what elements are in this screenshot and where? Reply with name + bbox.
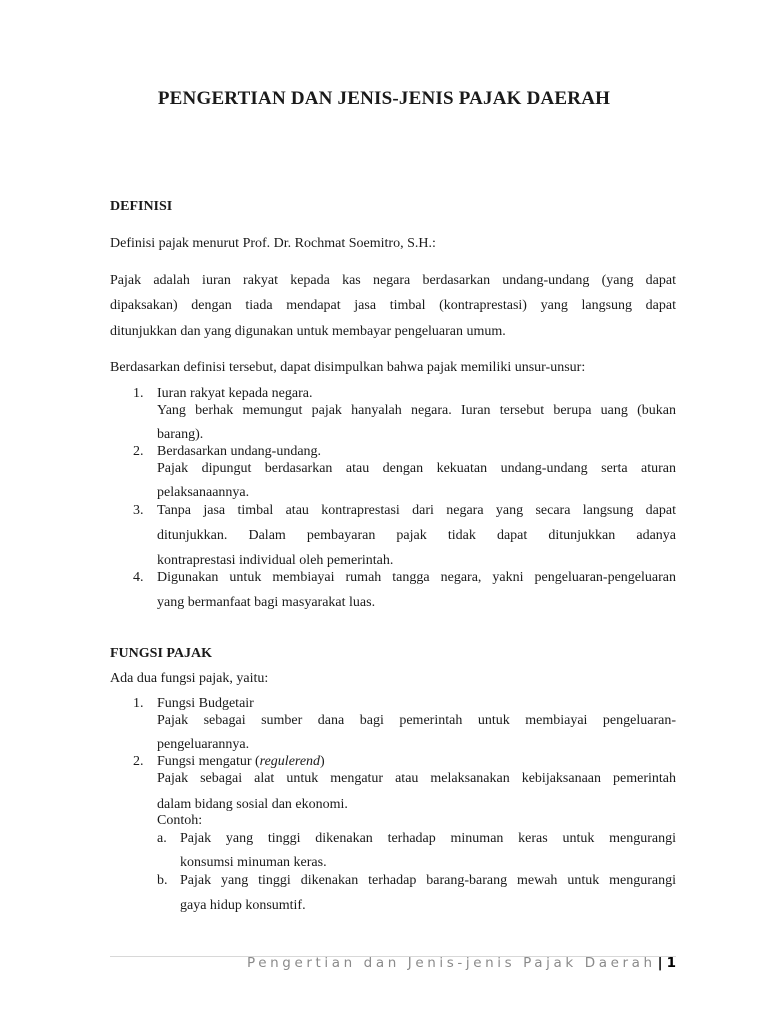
- page-footer: [247, 955, 676, 971]
- example-line: Pajak yang tinggi dikenakan terhadap minuman keras untuk mengurangi: [180, 831, 676, 846]
- example-letter: a.: [157, 831, 167, 846]
- elements-lead: Berdasarkan definisi tersebut, dapat disimpulkan bahwa pajak memiliki unsur-unsur:: [110, 360, 586, 375]
- list-item-line: barang).: [157, 427, 204, 442]
- definition-intro: Definisi pajak menurut Prof. Dr. Rochmat Soemitro, S.H.:: [110, 236, 436, 251]
- list-item-title: Iuran rakyat kepada negara.: [157, 386, 313, 401]
- section-heading-fungsi: FUNGSI PAJAK: [110, 646, 213, 661]
- list-number: 1.: [133, 386, 144, 401]
- example-letter: b.: [157, 873, 168, 888]
- list-item-line: ditunjukkan. Dalam pembayaran pajak tidak dapat ditunjukkan adanya: [157, 528, 676, 543]
- page-number: 1: [666, 955, 676, 971]
- definition-paragraph-line: dipaksakan) dengan tiada mendapat jasa timbal (kontraprestasi) yang langsung dapat: [110, 298, 676, 313]
- title-prefix: Fungsi mengatur (: [157, 754, 260, 769]
- list-item-line: Pajak sebagai sumber dana bagi pemerintah untuk membiayai pengeluaran-: [157, 713, 676, 728]
- list-item-title: Berdasarkan undang-undang.: [157, 444, 322, 459]
- list-item-line: Pajak sebagai alat untuk mengatur atau melaksanakan kebijaksanaan pemerintah: [157, 771, 676, 786]
- list-number: 3.: [133, 503, 144, 518]
- definition-paragraph-line: Pajak adalah iuran rakyat kepada kas negara berdasarkan undang-undang (yang dapat: [110, 273, 676, 288]
- fungsi-intro: Ada dua fungsi pajak, yaitu:: [110, 671, 269, 686]
- list-item-line: Contoh:: [157, 813, 203, 828]
- list-number: 2.: [133, 754, 144, 769]
- list-number: 2.: [133, 444, 144, 459]
- list-item-line: pengeluarannya.: [157, 737, 250, 752]
- section-heading-definisi: DEFINISI: [110, 199, 173, 214]
- list-item-line: pelaksanaannya.: [157, 485, 250, 500]
- list-item-title: [157, 753, 325, 771]
- list-item-line: Pajak dipungut berdasarkan atau dengan kekuatan undang-undang serta aturan: [157, 461, 676, 476]
- list-item-line: yang bermanfaat bagi masyarakat luas.: [157, 595, 376, 610]
- list-item-line: Digunakan untuk membiayai rumah tangga negara, yakni pengeluaran-pengeluaran: [157, 570, 676, 585]
- title-suffix: ): [320, 754, 325, 769]
- list-item-line: Yang berhak memungut pajak hanyalah negara. Iuran tersebut berupa uang (bukan: [157, 403, 676, 418]
- example-line: Pajak yang tinggi dikenakan terhadap barang-barang mewah untuk mengurangi: [180, 873, 676, 888]
- example-line: gaya hidup konsumtif.: [180, 898, 306, 913]
- list-number: 4.: [133, 570, 144, 585]
- list-item-title: Fungsi Budgetair: [157, 696, 254, 711]
- list-item-line: dalam bidang sosial dan ekonomi.: [157, 797, 348, 812]
- footer-separator: |: [657, 955, 663, 971]
- list-number: 1.: [133, 696, 144, 711]
- footer-text: Pengertian dan Jenis-jenis Pajak Daerah: [246, 955, 656, 971]
- title-italic: regulerend: [259, 754, 321, 769]
- document-title: PENGERTIAN DAN JENIS-JENIS PAJAK DAERAH: [157, 88, 611, 109]
- list-item-line: Tanpa jasa timbal atau kontraprestasi dari negara yang secara langsung dapat: [157, 503, 676, 518]
- example-line: konsumsi minuman keras.: [180, 855, 327, 870]
- list-item-line: kontraprestasi individual oleh pemerintah.: [157, 553, 394, 568]
- definition-paragraph-line: ditunjukkan dan yang digunakan untuk membayar pengeluaran umum.: [110, 324, 506, 339]
